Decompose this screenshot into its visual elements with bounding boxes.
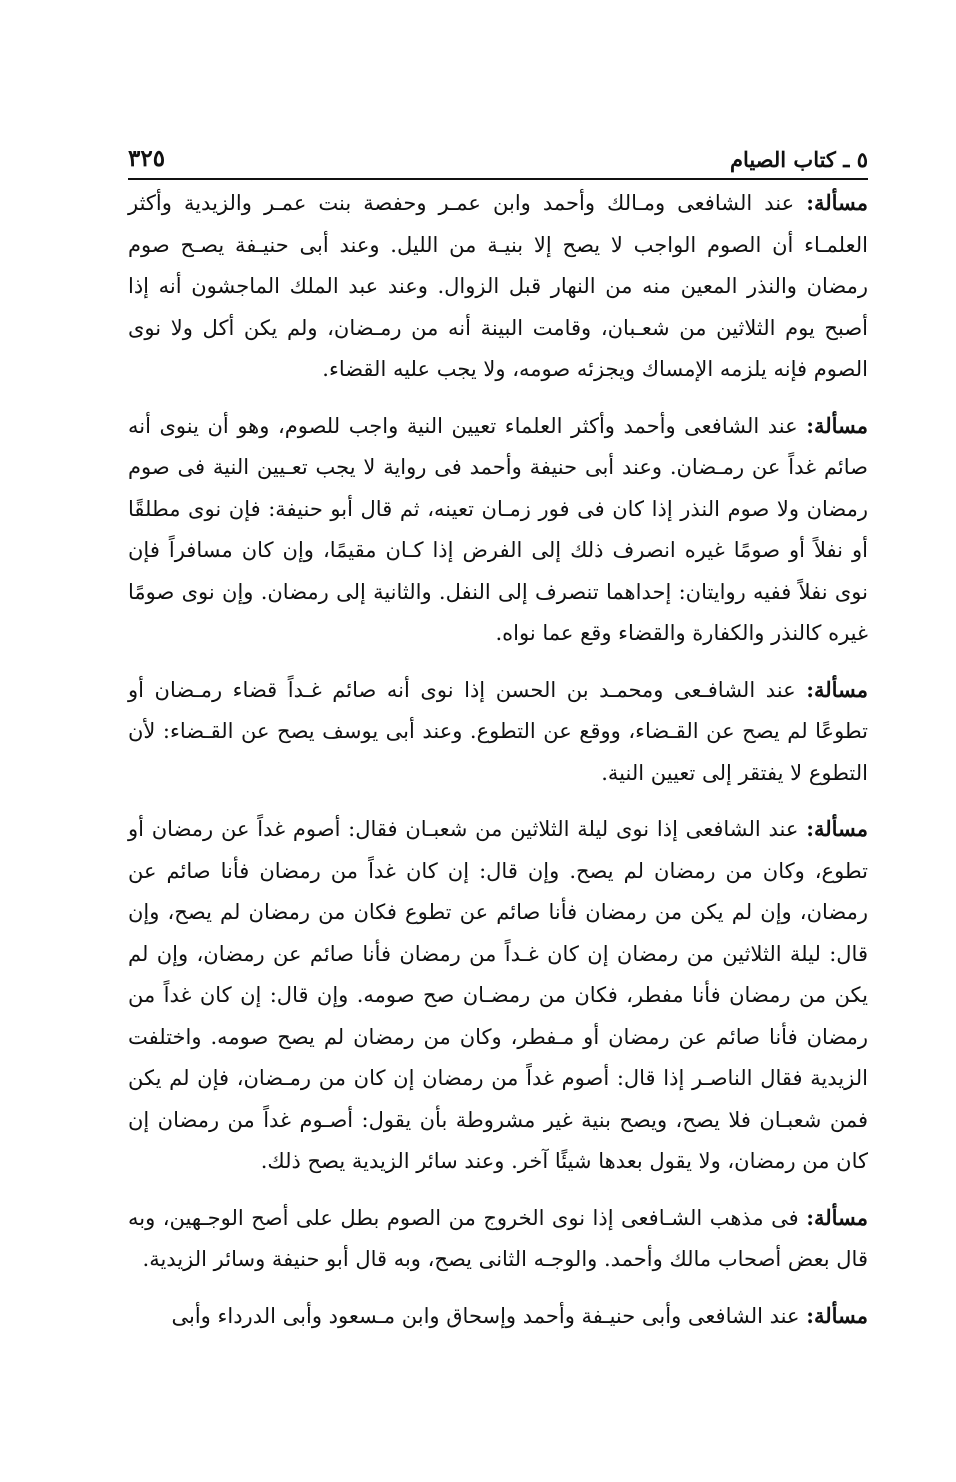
page-header [128,132,868,172]
issue-paragraph [128,1295,868,1338]
issue-label: مسألة: [806,190,868,215]
issue-text: عند الشافعى ومـالك وأحمد وابن عمـر وحفصة بنت عمـر والزيدية وأكثر العلمـاء أن الصوم الواجب لا يصح إلا بنيـة من الليل. وعند أبى حنيـفة يصـح صوم رمضان والنذر المعين منه من النهار قبل الزوال. وعند عبد الملك الماجشون أنه إذا أصبح يوم الثلاثين من شعـبان، وقامت البينة أنه من رمـضان، ولم يكن أكل ولا نوى الصوم فإنه يلزمه الإمساك ويجزئه صومه، ولا يجب عليه القضاء. [128,191,868,381]
running-title: ٥ ـ كتاب الصيام [729,147,868,172]
issue-label: مسألة: [806,1302,868,1328]
page-number: ٣٢٥ [128,145,166,172]
issue-label: مسألة: [806,412,868,438]
issue-paragraph [128,1197,868,1281]
issue-paragraph [128,405,868,655]
issue-paragraph [128,182,868,391]
issue-text: عند الشافعى وأبى حنيـفة وأحمد وإسحاق وابن مـسعود وأبى الدرداء وأبى [171,1303,800,1328]
issue-text: عند الشافعى إذا نوى ليلة الثلاثين من شعبـان فقال: أصوم غداً عن رمضان أو تطوع، وكان من رمضان لم يصح. وإن قال: إن كان غداً من رمضان فأنا صائم عن رمضان، وإن لم يكن من رمضان فأنا صائم عن تطوع فكان من رمضان لم يصح، وإن قال: ليلة الثلاثين من رمضان إن كان غـداً من رمضان فأنا صائم عن رمضان، وإن لم يكن من رمضان فأنا مفطر، فكان من رمضـان صح صومه. وإن قال: إن كان غداً من رمضان فأنا صائم عن رمضان أو مـفطر، وكان من رمضان لم يصح صومه. واختلفت الزيدية فقال الناصـر إذا قال: أصوم غداً من رمضان إن كان من رمـضان، فإن لم يكن فمن شعبـان فلا يصح، ويصح بنية غير مشروطة بأن يقول: أصـوم غداً من رمضان إن كان من رمضان، ولا يقول بعدها شيئًا آخر. وعند سائر الزيدية يصح ذلك. [128,817,868,1173]
issue-label: مسألة: [806,676,868,702]
header-rule [128,178,868,180]
issue-label: مسألة: [806,816,868,841]
body-text [128,182,868,1351]
issue-paragraph [128,808,868,1183]
issue-label: مسألة: [806,1204,868,1230]
issue-text: عند الشافعى وأحمد وأكثر العلماء تعيين النية واجب للصوم، وهو أن ينوى أنه صائم غداً عن رمـضان. وعند أبى حنيفة وأحمد فى رواية لا يجب تعـيين النية فى صوم رمضان ولا صوم النذر إذا كان فى فور زمـان تعينه، ثم قال أبو حنيفة: فإن نوى مطلقًا أو نفلاً أو صومًا غيره انصرف ذلك إلى الفرض إذا كـان مقيمًا، وإن كان مسافراً فإن نوى نفلاً ففيه روايتان: إحداهما تنصرف إلى النفل. والثانية إلى رمضان. وإن نوى صومًا غيره كالنذر والكفارة والقضاء وقع عما نواه. [128,413,868,645]
issue-text: فى مذهب الشـافعى إذا نوى الخروج من الصوم بطل على أصح الوجـهين، وبه قال بعض أصحاب مالك وأحمد. والوجـه الثانى يصح، وبه قال أبو حنيفة وسائر الزيدية. [128,1205,868,1271]
issue-paragraph [128,669,868,795]
issue-text: عند الشافـعى ومحمـد بن الحسن إذا نوى أنه صائم غـداً قضاء رمـضان أو تطوعًا لم يصح عن القـضاء، ووقع عن التطوع. وعند أبى يوسف يصح عن القـضاء: لأن التطوع لا يفتقر إلى تعيين النية. [128,677,868,785]
